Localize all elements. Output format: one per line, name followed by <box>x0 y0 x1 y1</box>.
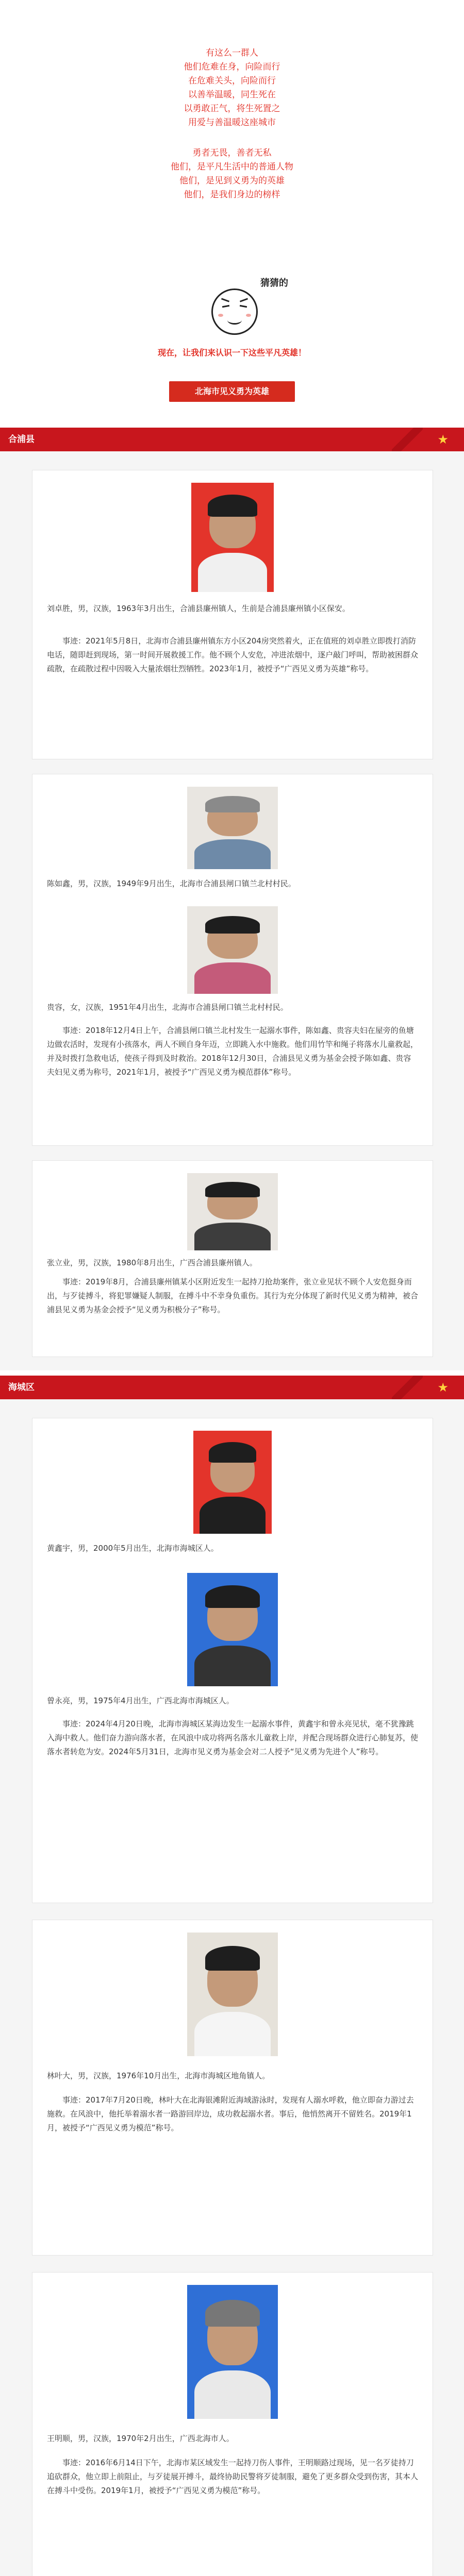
star-icon: ★ <box>437 1380 449 1395</box>
intro-poem <box>0 46 464 202</box>
title-banner: 北海市见义勇为英雄 <box>169 381 295 402</box>
poem-line: 勇者无畏，善者无私 <box>192 148 272 158</box>
hero-caption: 陈如鑫，男，汉族，1949年9月出生，北海市合浦县闸口镇兰北村村民。 <box>47 879 296 888</box>
poem-line: 他们危难在身，向险而行 <box>184 62 280 72</box>
poem-line: 有这么一群人 <box>206 48 258 58</box>
hero-caption: 王明顺，男，汉族，1970年2月出生，广西北海市人。 <box>47 2434 234 2443</box>
hero-story: 事迹：2019年8月，合浦县廉州镇某小区附近发生一起持刀抢劫案件，张立业见状不顾个人安危挺身而出，与歹徒搏斗，将犯罪嫌疑人制服，在搏斗中不幸身负重伤。其行为充分体现了新时代见义勇为精神，被合浦县见义勇为基金会授予“见义勇为积极分子”称号。 <box>47 1277 419 1314</box>
hero-caption: 林叶大，男，汉族，1976年10月出生，北海市海城区地角镇人。 <box>47 2071 270 2080</box>
poem-line: 他们，是见到义勇为的英雄 <box>179 176 285 186</box>
intro-section <box>0 0 464 422</box>
hero-portrait <box>187 2285 278 2419</box>
poem-line: 用爱与善温暖这座城市 <box>188 117 276 128</box>
hero-caption: 曾永亮，男，1975年4月出生，广西北海市海城区人。 <box>47 1696 234 1705</box>
think-label: 猜猜的 <box>260 278 288 289</box>
decor-stripe <box>392 1376 423 1399</box>
hero-portrait <box>187 906 278 994</box>
hero-card <box>32 774 433 1146</box>
section-header-haicheng <box>0 1376 464 1399</box>
hero-story: 事迹：2024年4月20日晚，北海市海城区某海边发生一起溺水事件，黄鑫宇和曾永亮见状，毫不犹豫跳入海中救人。他们奋力游向落水者，在风浪中成功将两名落水儿童救上岸，并配合现场群众进行心肺复苏，使落水者转危为安。2024年5月31日，北海市见义勇为基金会对二人授予“见义勇为先进个人”称号。 <box>47 1719 419 1756</box>
section-title: 合浦县 <box>8 434 35 445</box>
intro-question: 现在，让我们来认识一下这些平凡英雄！ <box>157 348 306 358</box>
hero-portrait <box>191 483 274 592</box>
poem-line: 以善举温暖，同生死在 <box>188 90 276 100</box>
hero-portrait <box>193 1431 272 1534</box>
hero-story: 事迹：2016年6月14日下午，北海市某区域发生一起持刀伤人事件，王明顺路过现场，见一名歹徒持刀追砍群众，他立即上前阻止，与歹徒展开搏斗，最终协助民警将歹徒制服，避免了更多群众受到伤害，其本人在搏斗中受伤。2019年1月，被授予“广西见义勇为模范”称号。 <box>47 2458 419 2495</box>
hero-caption: 黄鑫宇，男，2000年5月出生，北海市海城区人。 <box>47 1544 219 1553</box>
section-title: 海城区 <box>8 1382 35 1393</box>
hero-caption: 贵容，女，汉族，1951年4月出生，北海市合浦县闸口镇兰北村村民。 <box>47 1003 288 1012</box>
section-header-hepu <box>0 428 464 451</box>
poem-line: 在危难关头，向险而行 <box>188 76 276 86</box>
hero-story: 事迹：2018年12月4日上午，合浦县闸口镇兰北村发生一起溺水事件，陈如鑫、贵容夫妇在屋旁的鱼塘边做农活时，发现有小孩落水，两人不顾自身年迈，立即跳入水中施救。他们用竹竿和绳子将落水儿童救起，并及时拨打急救电话，使孩子得到及时救治。2018年12月30日，合浦县见义勇为基金会授予陈如鑫、贵容夫妇见义勇为称号，2021年1月，被授予“广西见义勇为模范群体”称号。 <box>47 1026 419 1077</box>
hero-card <box>32 1160 433 1357</box>
hero-portrait <box>187 1933 278 2056</box>
poem-line: 他们，是我们身边的榜样 <box>184 190 280 200</box>
hero-card <box>32 470 433 759</box>
section-body-hepu <box>0 451 464 1370</box>
hero-portrait <box>187 1573 278 1686</box>
hero-story: 事迹：2017年7月20日晚，林叶大在北海银滩附近海域游泳时，发现有人溺水呼救，他立即奋力游过去施救。在风浪中，他托举着溺水者一路游回岸边，成功救起溺水者。事后，他悄然离开不留姓名。2019年1月，被授予“广西见义勇为模范”称号。 <box>47 2095 414 2132</box>
hero-portrait <box>187 787 278 869</box>
hero-caption: 张立业，男，汉族，1980年8月出生，广西合浦县廉州镇人。 <box>47 1258 257 1267</box>
section-body-haicheng <box>0 1399 464 2576</box>
hero-card <box>32 2272 433 2576</box>
thinking-face-icon <box>211 289 258 335</box>
hero-caption: 刘卓胜，男，汉族，1963年3月出生，合浦县廉州镇人，生前是合浦县廉州镇小区保安。 <box>47 604 350 613</box>
poem-line: 以勇敢正气，将生死置之 <box>184 104 280 114</box>
decor-stripe <box>392 428 423 451</box>
hero-card <box>32 1418 433 1903</box>
poem-line: 他们，是平凡生活中的普通人物 <box>171 162 293 172</box>
hero-story: 事迹：2021年5月8日，北海市合浦县廉州镇东方小区204房突然着火，正在值班的刘卓胜立即拨打消防电话，随即赶到现场，第一时间开展救援工作。他不顾个人安危，冲进浓烟中，逐户敲门呼叫，帮助被困群众疏散，在疏散过程中因吸入大量浓烟壮烈牺牲。2023年1月，被授予“广西见义勇为英雄”称号。 <box>47 636 419 673</box>
hero-portrait <box>187 1173 278 1250</box>
star-icon: ★ <box>437 432 449 447</box>
hero-card <box>32 1920 433 2256</box>
